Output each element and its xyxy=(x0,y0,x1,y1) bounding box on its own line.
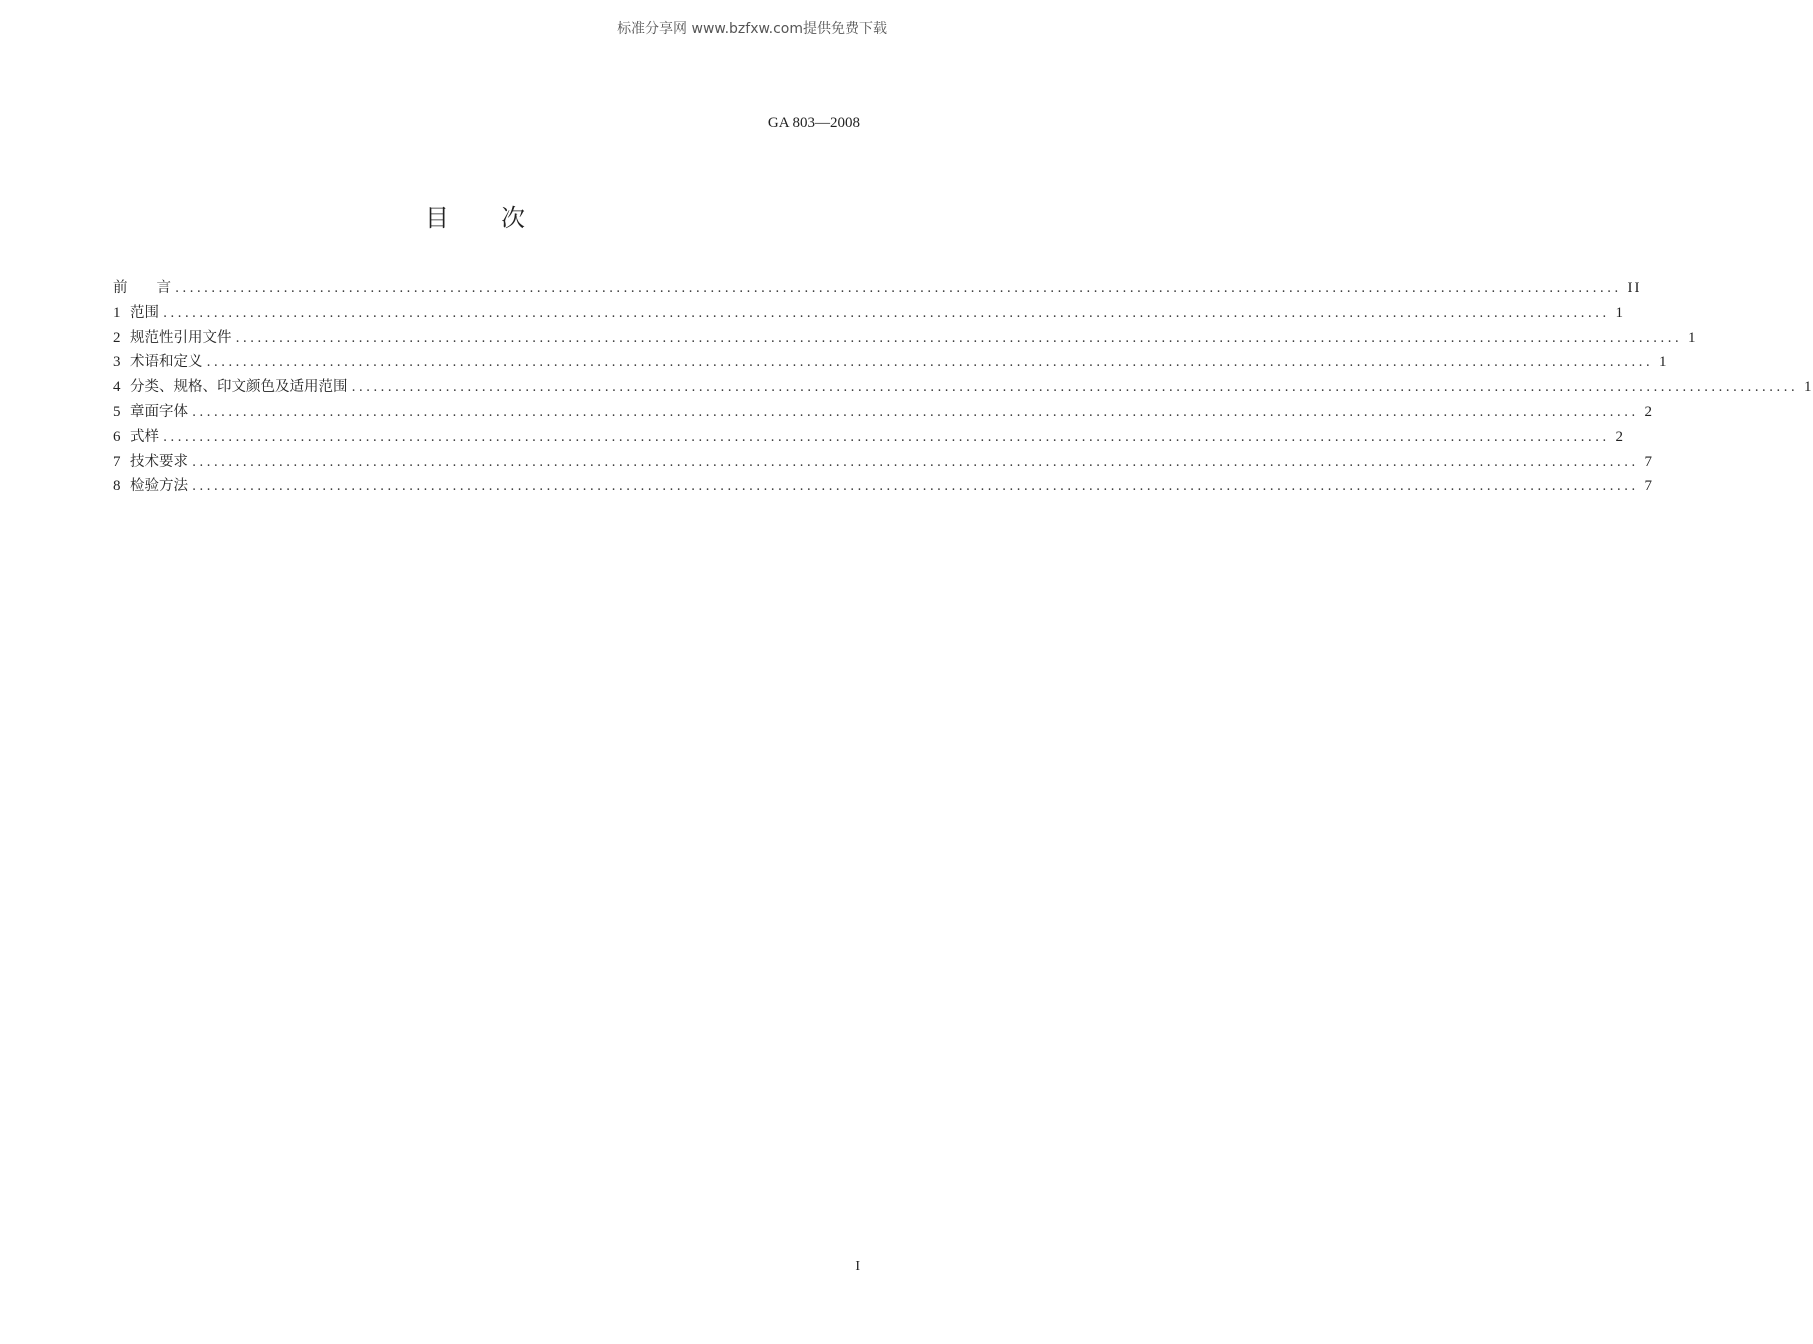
toc-leader-dots: ........................................................................................................................................................................................................ xyxy=(163,429,1610,445)
toc-entry-terms[interactable] xyxy=(113,350,1669,375)
toc-entry-page: 1 xyxy=(1615,304,1625,321)
watermark-text: 标准分享网 www.bzfxw.com提供免费下载 xyxy=(617,21,887,37)
toc-entry-number: 1 xyxy=(113,304,121,321)
toc-entry-number: 2 xyxy=(113,329,121,346)
toc-entry-test-methods[interactable] xyxy=(113,474,1654,499)
toc-entry-page: 2 xyxy=(1615,428,1625,445)
title-char-2: 次 xyxy=(501,204,525,232)
toc-entry-label: 规范性引用文件 xyxy=(130,329,232,346)
toc-entry-label: 检验方法 xyxy=(130,478,188,495)
toc-entry-requirements[interactable] xyxy=(113,450,1654,475)
toc-entry-number: 7 xyxy=(113,453,121,470)
toc-entry-label: 术语和定义 xyxy=(130,354,203,371)
toc-leader-dots: ........................................................................................................................................................................................................ xyxy=(192,479,1639,495)
title-char-1: 目 xyxy=(425,204,449,232)
toc-leader-dots: ........................................................................................................................................................................................................ xyxy=(163,305,1610,321)
toc-entry-number: 5 xyxy=(113,403,121,420)
toc-entry-page: 1 xyxy=(1687,329,1698,346)
toc-entry-number: 4 xyxy=(113,379,121,396)
toc-entry-classification[interactable] xyxy=(113,375,1813,400)
toc-leader-dots: ........................................................................................................................................................................................................ xyxy=(351,380,1798,396)
toc-entry-label: 式样 xyxy=(130,428,159,445)
toc-leader-dots: ........................................................................................................................................................................................................ xyxy=(192,454,1639,470)
standard-code: GA 803—2008 xyxy=(767,115,860,131)
toc-entry-font[interactable] xyxy=(113,400,1654,425)
toc-entry-label: 章面字体 xyxy=(130,403,188,420)
table-of-contents xyxy=(113,276,1813,499)
toc-entry-foreword[interactable] xyxy=(113,276,1642,301)
toc-entry-number: 6 xyxy=(113,428,121,445)
toc-leader-dots: ........................................................................................................................................................................................................ xyxy=(206,355,1653,371)
toc-entry-number: 8 xyxy=(113,478,121,495)
toc-entry-normative-references[interactable] xyxy=(113,326,1698,351)
toc-leader-dots: ........................................................................................................................................................................................................ xyxy=(175,281,1622,296)
toc-entry-page: 2 xyxy=(1644,403,1654,420)
toc-entry-label: 范围 xyxy=(130,304,159,321)
page-title xyxy=(0,198,950,233)
toc-leader-dots: ........................................................................................................................................................................................................ xyxy=(235,330,1682,346)
toc-entry-label: 技术要求 xyxy=(130,453,188,470)
toc-entry-number: 3 xyxy=(113,354,121,371)
toc-entry-styles[interactable] xyxy=(113,425,1625,450)
toc-entry-page: II xyxy=(1627,280,1642,296)
page-number: I xyxy=(855,1259,860,1274)
toc-entry-scope[interactable] xyxy=(113,301,1625,326)
toc-entry-page: 7 xyxy=(1644,453,1654,470)
toc-entry-label: 前 言 xyxy=(113,280,171,296)
toc-entry-page: 7 xyxy=(1644,478,1654,495)
toc-leader-dots: ........................................................................................................................................................................................................ xyxy=(192,404,1639,420)
toc-entry-label: 分类、规格、印文颜色及适用范围 xyxy=(130,379,348,396)
toc-entry-page: 1 xyxy=(1658,354,1669,371)
toc-entry-page: 1 xyxy=(1803,379,1813,396)
